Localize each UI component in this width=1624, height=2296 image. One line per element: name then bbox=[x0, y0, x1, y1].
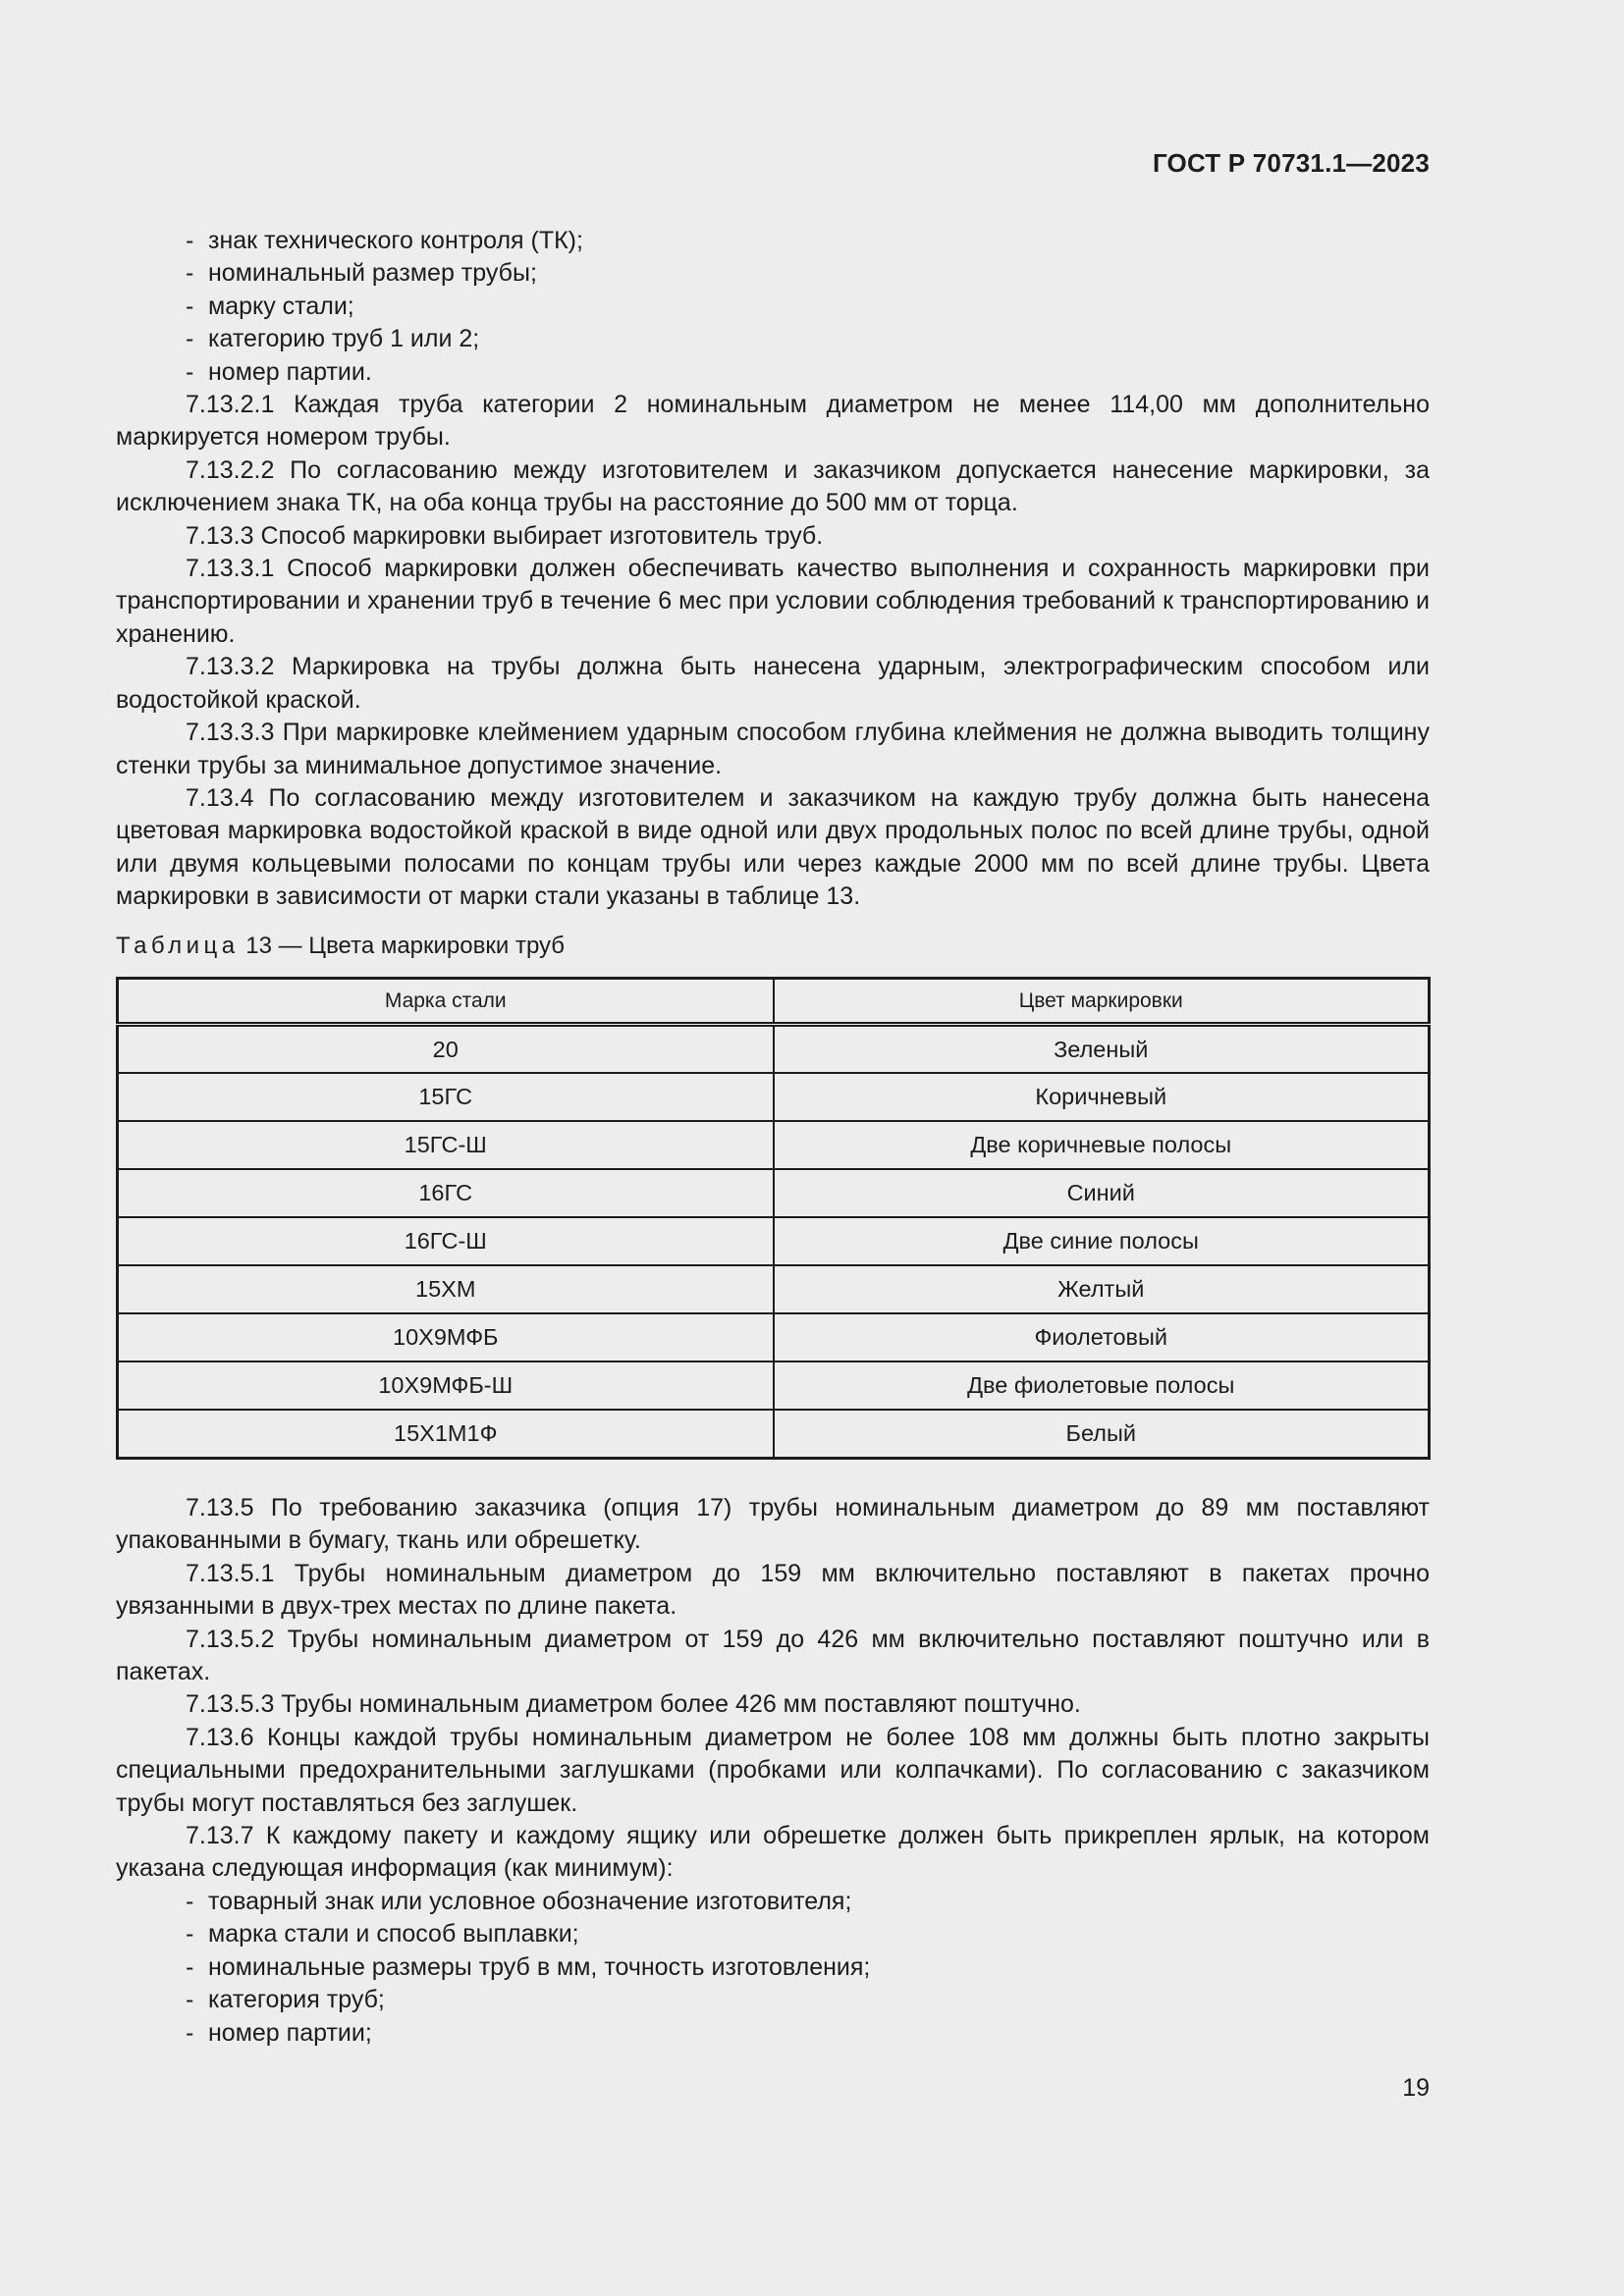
paragraph-7-13-3-1: 7.13.3.1 Способ маркировки должен обеспечивать качество выполнения и сохранность маркировки при транспортировании и хранении труб в течение 6 мес при условии соблюдения требований к транспортированию и хранению. bbox=[116, 555, 1430, 648]
table-row bbox=[118, 1217, 1430, 1265]
text-block-bottom bbox=[116, 1492, 1430, 2050]
paragraph-7-13-3-2: 7.13.3.2 Маркировка на трубы должна быть нанесена ударным, электрографическим способом или водостойкой краской. bbox=[116, 653, 1430, 714]
cell-marking-color: Фиолетовый bbox=[774, 1313, 1430, 1362]
cell-marking-color: Две синие полосы bbox=[774, 1217, 1430, 1265]
paragraph-7-13-4: 7.13.4 По согласованию между изготовителем и заказчиком на каждую трубу должна быть нанесена цветовая маркировка водостойкой краской в виде одной или двух продольных полос по всей длине трубы, одной или двумя кольцевыми полосами по концам трубы или через каждые 2000 мм по всей длине трубы. Цвета маркировки в зависимости от марки стали указаны в таблице 13. bbox=[116, 783, 1430, 911]
list-item: - номинальный размер трубы; bbox=[116, 257, 1430, 290]
list-item: - номер партии. bbox=[116, 356, 1430, 389]
paragraph-7-13-6: 7.13.6 Концы каждой трубы номинальным диаметром не более 108 мм должны быть плотно закрыты специальными предохранительными заглушками (пробками или колпачками). По согласованию с заказчиком трубы могут поставляться без заглушек. bbox=[116, 1723, 1430, 1817]
table-row bbox=[118, 1025, 1430, 1074]
table-row bbox=[118, 1073, 1430, 1121]
cell-steel-grade: 15ГС bbox=[118, 1073, 774, 1121]
cell-steel-grade: 10Х9МФБ bbox=[118, 1313, 774, 1362]
cell-steel-grade: 20 bbox=[118, 1025, 774, 1074]
header-steel-grade: Марка стали bbox=[118, 979, 774, 1025]
list-item: - знак технического контроля (ТК); bbox=[116, 225, 1430, 257]
page-number: 19 bbox=[1402, 2074, 1430, 2102]
list-item: - марку стали; bbox=[116, 291, 1430, 323]
cell-steel-grade: 16ГС-Ш bbox=[118, 1217, 774, 1265]
list-item: - номинальные размеры труб в мм, точность изготовления; bbox=[116, 1951, 1430, 1984]
table-row bbox=[118, 1410, 1430, 1459]
list-item: - категорию труб 1 или 2; bbox=[116, 323, 1430, 355]
paragraph-7-13-5: 7.13.5 По требованию заказчика (опция 17) трубы номинальным диаметром до 89 мм поставляют упакованными в бумагу, ткань или обрешетку. bbox=[116, 1494, 1430, 1555]
paragraph-7-13-3-3: 7.13.3.3 При маркировке клеймением ударным способом глубина клеймения не должна выводить толщину стенки трубы за минимальное допустимое значение. bbox=[116, 719, 1430, 779]
cell-steel-grade: 16ГС bbox=[118, 1169, 774, 1217]
list-item: - категория труб; bbox=[116, 1984, 1430, 2016]
cell-steel-grade: 10Х9МФБ-Ш bbox=[118, 1362, 774, 1410]
cell-marking-color: Синий bbox=[774, 1169, 1430, 1217]
header-marking-color: Цвет маркировки bbox=[774, 979, 1430, 1025]
document-number: ГОСТ Р 70731.1—2023 bbox=[1152, 148, 1430, 178]
cell-marking-color: Две фиолетовые полосы bbox=[774, 1362, 1430, 1410]
list-item: - марка стали и способ выплавки; bbox=[116, 1918, 1430, 1950]
paragraph-7-13-2-2: 7.13.2.2 По согласованию между изготовителем и заказчиком допускается нанесение маркировки, за исключением знака ТК, на оба конца трубы на расстояние до 500 мм от торца. bbox=[116, 455, 1430, 517]
table-row bbox=[118, 1265, 1430, 1313]
paragraph-7-13-3: 7.13.3 Способ маркировки выбирает изготовитель труб. bbox=[186, 521, 824, 550]
marking-colors-table bbox=[116, 977, 1431, 1460]
table-caption-text: 13 — Цвета маркировки труб bbox=[239, 933, 566, 959]
paragraph-7-13-2-1: 7.13.2.1 Каждая труба категории 2 номинальным диаметром не менее 114,00 мм дополнительно маркируется номером трубы. bbox=[116, 391, 1430, 452]
cell-marking-color: Белый bbox=[774, 1410, 1430, 1459]
table-row bbox=[118, 1169, 1430, 1217]
paragraph-7-13-5-2: 7.13.5.2 Трубы номинальным диаметром от 159 до 426 мм включительно поставляют поштучно или в пакетах. bbox=[116, 1625, 1430, 1686]
list-item: - товарный знак или условное обозначение изготовителя; bbox=[116, 1886, 1430, 1918]
paragraph-7-13-5-3: 7.13.5.3 Трубы номинальным диаметром более 426 мм поставляют поштучно. bbox=[186, 1690, 1081, 1719]
table-row bbox=[118, 1313, 1430, 1362]
table-row bbox=[118, 1362, 1430, 1410]
paragraph-7-13-5-1: 7.13.5.1 Трубы номинальным диаметром до 159 мм включительно поставляют в пакетах прочно увязанными в двух-трех местах по длине пакета. bbox=[116, 1559, 1430, 1621]
table-row bbox=[118, 1121, 1430, 1169]
cell-steel-grade: 15ГС-Ш bbox=[118, 1121, 774, 1169]
table-caption bbox=[116, 933, 565, 960]
cell-marking-color: Две коричневые полосы bbox=[774, 1121, 1430, 1169]
text-block-top bbox=[116, 225, 1430, 914]
cell-marking-color: Коричневый bbox=[774, 1073, 1430, 1121]
cell-steel-grade: 15ХМ bbox=[118, 1265, 774, 1313]
list-item: - номер партии; bbox=[116, 2017, 1430, 2050]
table-header-row bbox=[118, 979, 1430, 1025]
table-caption-label: Таблица bbox=[116, 933, 240, 959]
paragraph-7-13-7: 7.13.7 К каждому пакету и каждому ящику или обрешетке должен быть прикреплен ярлык, на котором указана следующая информация (как минимум): bbox=[116, 1822, 1430, 1883]
cell-marking-color: Желтый bbox=[774, 1265, 1430, 1313]
cell-steel-grade: 15Х1М1Ф bbox=[118, 1410, 774, 1459]
cell-marking-color: Зеленый bbox=[774, 1025, 1430, 1074]
